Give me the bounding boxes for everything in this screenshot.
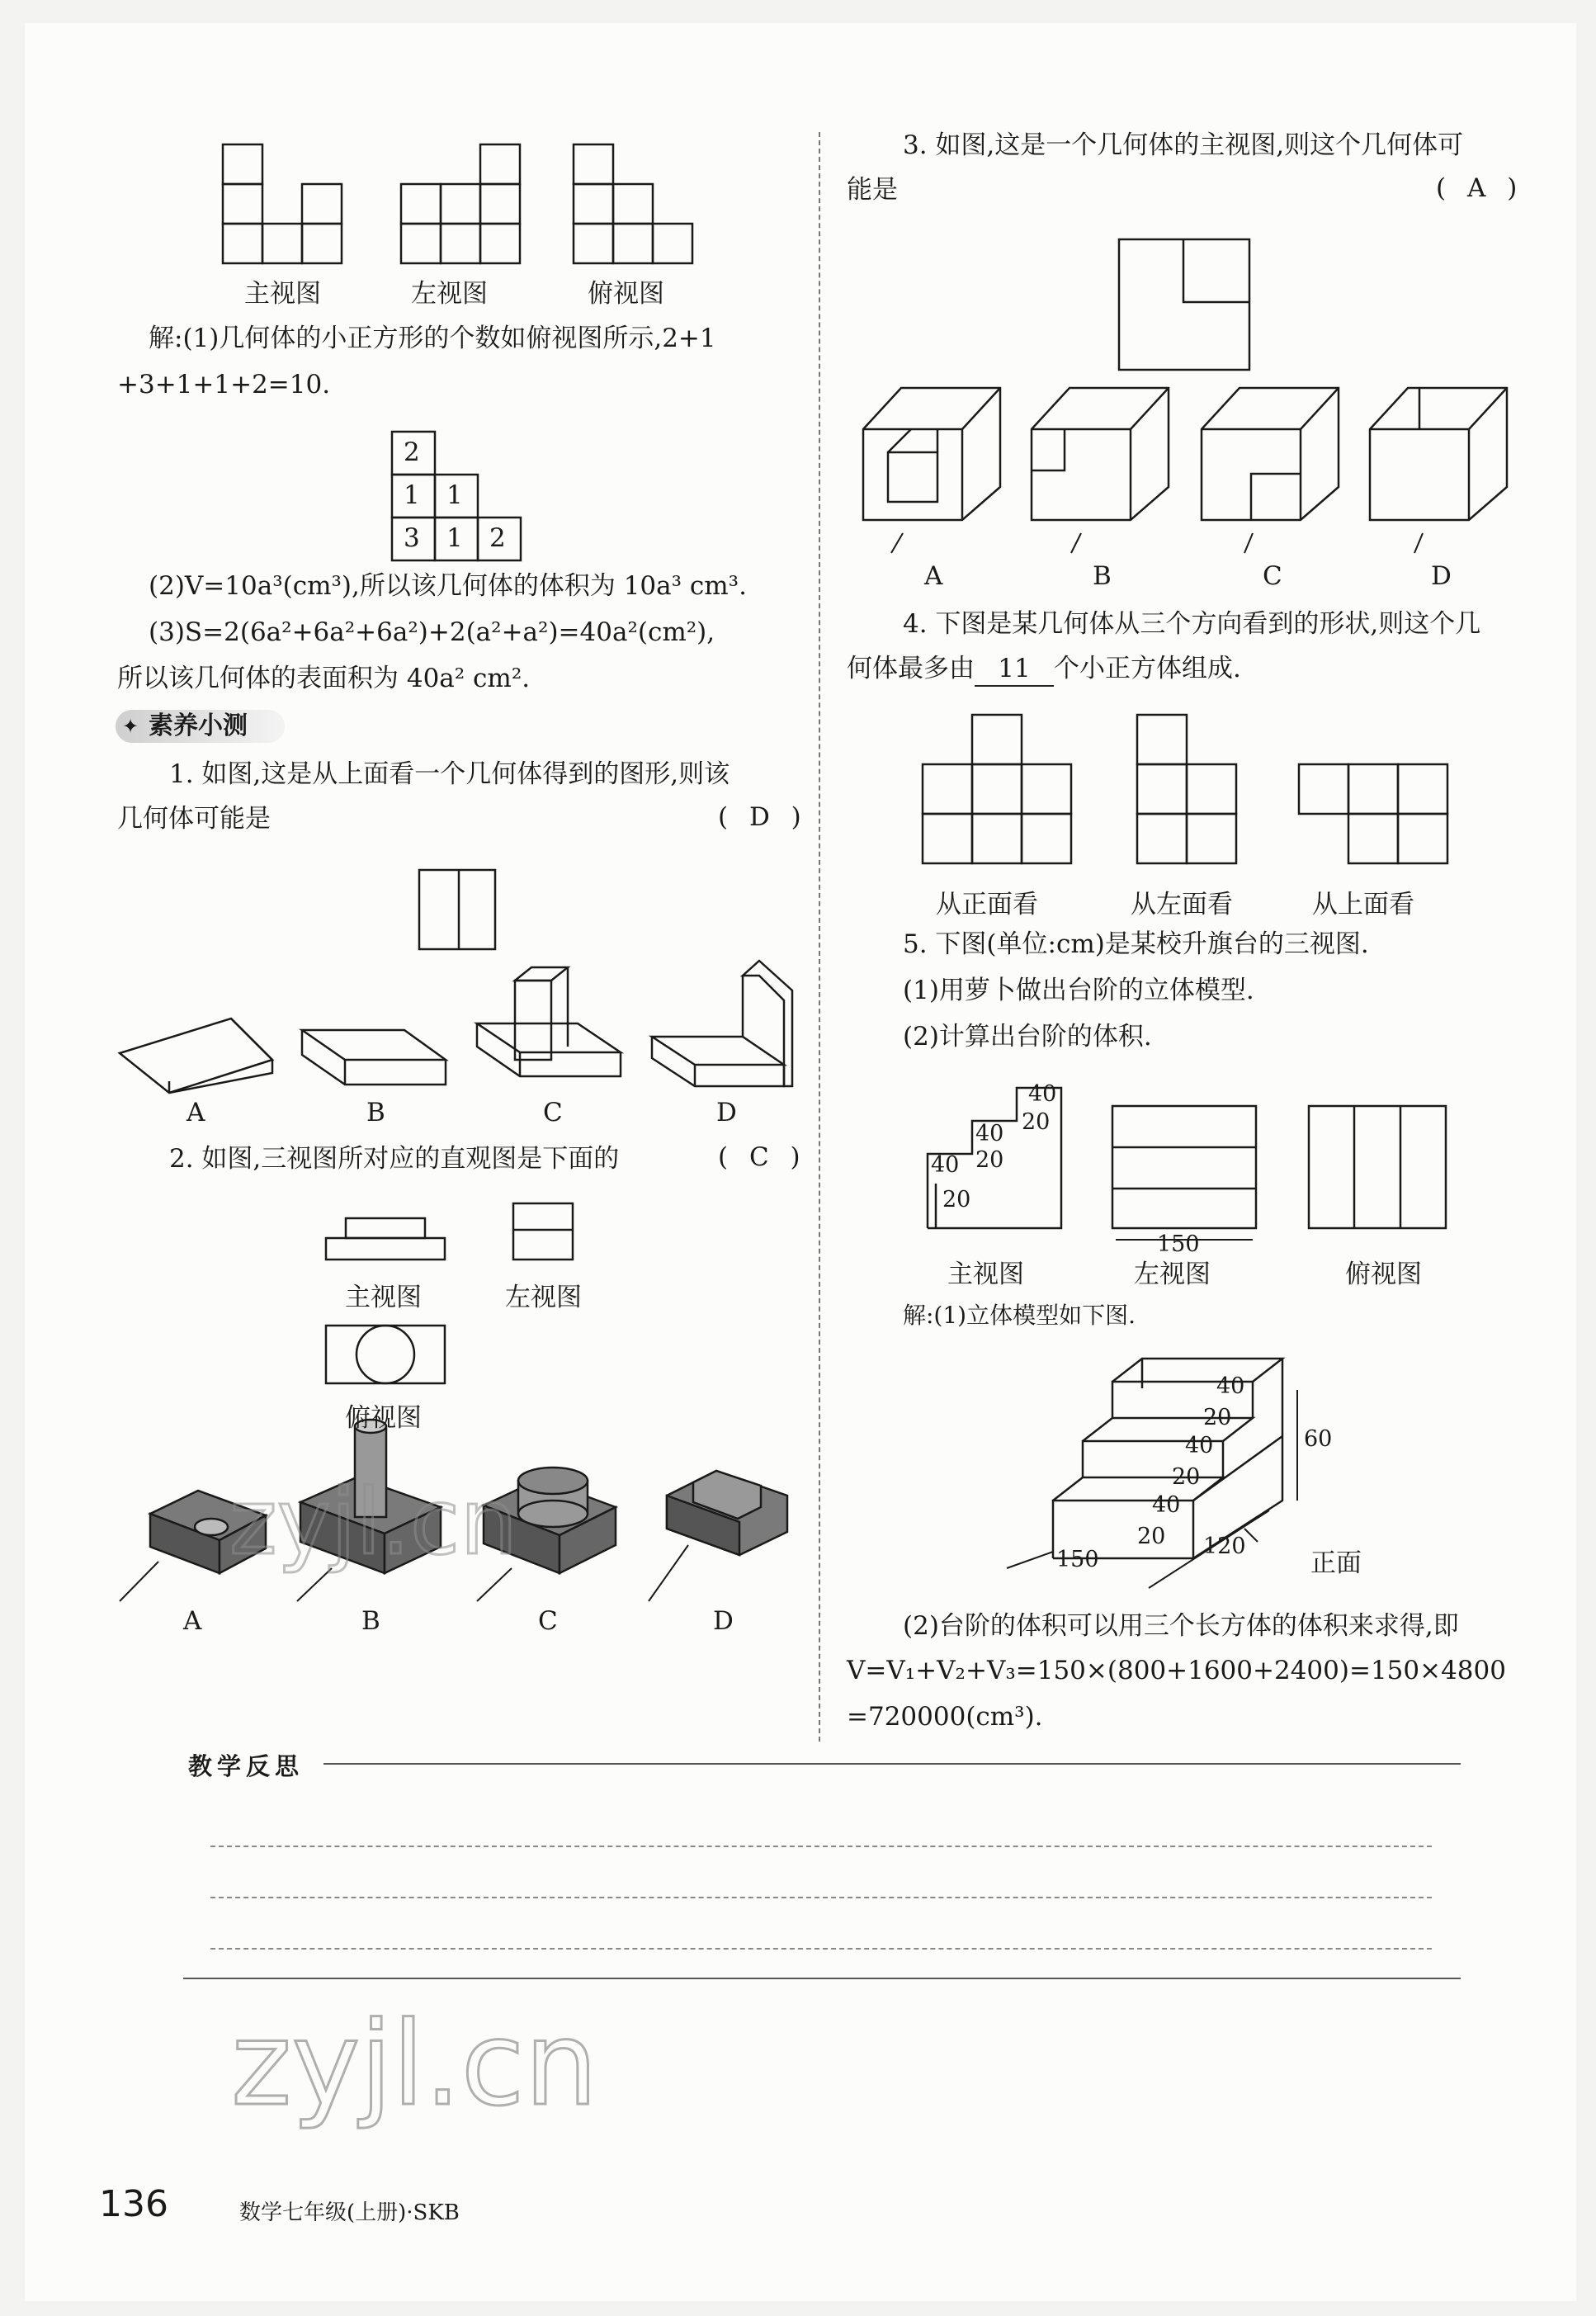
- count-cell: 1: [446, 480, 463, 510]
- count-cell: 1: [446, 523, 463, 553]
- q4-line-2-pre: 何体最多由: [847, 654, 975, 683]
- q1-option-c-label: C: [543, 1098, 563, 1127]
- q5-front-label: 主视图: [947, 1260, 1024, 1289]
- reflection-bottom-rule: [183, 1978, 1461, 1979]
- reflection-title: 教学反思: [188, 1752, 305, 1780]
- q5-line-3: (2)计算出台阶的体积.: [903, 1022, 1152, 1052]
- q3-option-b-label: B: [1093, 561, 1112, 591]
- front-view-label: 主视图: [244, 279, 321, 309]
- q1-option-d: [652, 961, 792, 1086]
- solution-line-2: +3+1+1+2=10.: [117, 370, 331, 399]
- q3-option-a: [863, 388, 1000, 520]
- left-view-grid: [401, 144, 520, 263]
- solution-volume: (2)V=10a³(cm³),所以该几何体的体积为 10a³ cm³.: [149, 571, 747, 601]
- q4-blank: 11: [975, 652, 1054, 687]
- q3-front-view: [1119, 239, 1249, 370]
- iso-dim: 40: [1185, 1433, 1214, 1458]
- q1-option-c: [477, 967, 621, 1076]
- count-cell: 2: [404, 437, 420, 467]
- q5-line-2: (1)用萝卜做出台阶的立体模型.: [903, 976, 1254, 1005]
- q5-dim: 20: [975, 1147, 1004, 1173]
- q5-top-label: 俯视图: [1345, 1260, 1422, 1289]
- q1-option-b: [302, 1030, 446, 1085]
- q4-line-1: 4. 下图是某几何体从三个方向看到的形状,则这个几: [903, 609, 1481, 639]
- q4-line-2-post: 个小正方体组成.: [1054, 654, 1241, 683]
- q5-dim: 40: [1028, 1081, 1057, 1107]
- q1-option-b-label: B: [366, 1098, 385, 1127]
- iso-width: 150: [1056, 1547, 1099, 1572]
- q2-option-c-label: C: [538, 1606, 558, 1636]
- page-number: 136: [99, 2183, 168, 2225]
- q3-answer: ( A ): [1436, 173, 1524, 203]
- front-view-grid: [223, 144, 342, 263]
- q2-line-1: 2. 如图,三视图所对应的直观图是下面的: [169, 1144, 620, 1174]
- q4-left-label: 从左面看: [1131, 890, 1233, 919]
- q5-isometric: [1007, 1359, 1297, 1588]
- writing-line: [210, 1846, 1432, 1847]
- q4-line-2: [847, 652, 1241, 687]
- solution-line-1: 解:(1)几何体的小正方形的个数如俯视图所示,2+1: [149, 324, 716, 353]
- q4-top-view: [1299, 764, 1447, 863]
- q2-option-d-label: D: [713, 1606, 734, 1636]
- q2-front-label: 主视图: [345, 1283, 422, 1312]
- iso-front-label: 正面: [1310, 1548, 1362, 1578]
- q2-front-view: [326, 1218, 445, 1260]
- q3-arrows: [891, 533, 1423, 553]
- q1-option-d-label: D: [716, 1098, 737, 1127]
- q3-option-d: [1370, 388, 1507, 520]
- q5-dim: 40: [931, 1152, 960, 1178]
- q2-left-label: 左视图: [505, 1283, 582, 1312]
- count-cell: 3: [404, 523, 420, 553]
- count-cell: 1: [404, 480, 420, 510]
- iso-height: 60: [1304, 1426, 1333, 1452]
- top-view-grid: [574, 144, 692, 263]
- q1-option-a: [120, 1019, 272, 1093]
- writing-line: [210, 1948, 1432, 1950]
- q5-line-1: 5. 下图(单位:cm)是某校升旗台的三视图.: [903, 929, 1369, 959]
- q4-top-label: 从上面看: [1312, 890, 1414, 919]
- q3-line-2: 能是: [847, 175, 898, 205]
- q3-option-c-label: C: [1263, 561, 1282, 591]
- q3-option-a-label: A: [924, 561, 943, 591]
- q3-option-b: [1032, 388, 1169, 520]
- column-divider: [819, 132, 820, 1742]
- q2-option-b-label: B: [361, 1606, 380, 1636]
- q5-left-view: [1112, 1106, 1256, 1240]
- solution-surface-2: 所以该几何体的表面积为 40a² cm².: [117, 664, 531, 693]
- iso-dim: 20: [1172, 1464, 1201, 1490]
- q1-top-view: [419, 870, 495, 949]
- count-cell: 2: [489, 523, 506, 553]
- q1-option-a-label: A: [187, 1098, 205, 1127]
- solution-surface-1: (3)S=2(6a²+6a²+6a²)+2(a²+a²)=40a²(cm²),: [149, 617, 715, 647]
- q4-left-view: [1137, 715, 1236, 863]
- q1-line-1: 1. 如图,这是从上面看一个几何体得到的图形,则该: [169, 759, 730, 789]
- q5-solution-2-3: =720000(cm³).: [847, 1702, 1043, 1732]
- q2-option-d: [667, 1471, 787, 1555]
- q5-solution-2-2: V=V₁+V₂+V₃=150×(800+1600+2400)=150×4800: [847, 1656, 1506, 1685]
- q2-top-view: [326, 1326, 445, 1383]
- q4-front-label: 从正面看: [936, 890, 1038, 919]
- section-badge: [116, 710, 285, 743]
- iso-dim: 40: [1152, 1492, 1181, 1518]
- q4-front-view: [923, 715, 1071, 863]
- q2-answer: ( C ): [718, 1142, 807, 1172]
- q5-dim: 20: [1022, 1109, 1051, 1135]
- section-title: 素养小测: [149, 711, 248, 740]
- writing-line: [210, 1897, 1432, 1898]
- star-icon: ✦: [122, 715, 139, 738]
- footer: 数学七年级(上册)·SKB: [239, 2200, 460, 2225]
- q3-option-c: [1202, 388, 1339, 520]
- q5-left-dim: 150: [1157, 1231, 1200, 1257]
- q3-line-1: 3. 如图,这是一个几何体的主视图,则这个几何体可: [903, 130, 1464, 160]
- q2-option-a-label: A: [183, 1606, 202, 1636]
- q5-dim: 40: [975, 1121, 1004, 1146]
- watermark: zyjl.cn: [229, 1469, 518, 1575]
- iso-dim: 40: [1216, 1373, 1245, 1399]
- top-view-label: 俯视图: [588, 279, 664, 309]
- iso-dim: 20: [1203, 1405, 1232, 1430]
- q5-solution-2-1: (2)台阶的体积可以用三个长方体的体积来求得,即: [903, 1611, 1459, 1641]
- left-view-label: 左视图: [411, 279, 488, 309]
- q2-top-label: 俯视图: [345, 1403, 422, 1433]
- q1-line-2: 几何体可能是: [117, 804, 271, 834]
- q5-top-view: [1309, 1106, 1446, 1228]
- q3-option-d-label: D: [1431, 561, 1452, 591]
- q5-dim: 20: [942, 1187, 971, 1212]
- q2-left-view: [513, 1203, 573, 1260]
- watermark: zyjl.cn: [231, 1997, 598, 2132]
- iso-dim: 20: [1137, 1524, 1166, 1549]
- q1-answer: ( D ): [718, 802, 808, 832]
- q5-left-label: 左视图: [1134, 1260, 1211, 1289]
- iso-depth: 120: [1203, 1534, 1246, 1559]
- reflection-top-rule: [323, 1763, 1461, 1765]
- q5-solution-1: 解:(1)立体模型如下图.: [903, 1302, 1136, 1329]
